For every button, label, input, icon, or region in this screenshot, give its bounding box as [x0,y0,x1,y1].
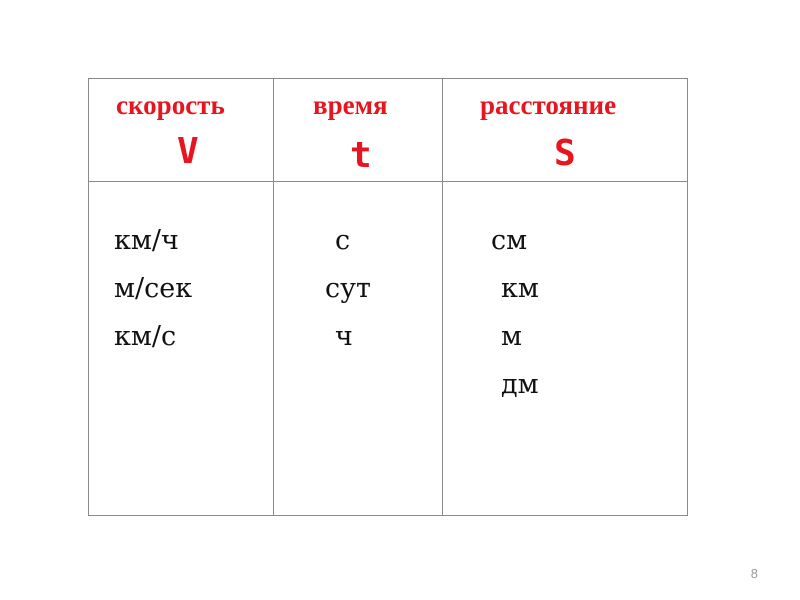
page-number: 8 [750,566,758,581]
distance-unit: дм [501,369,539,400]
time-unit: сут [325,273,371,304]
time-unit: с [335,225,351,256]
header-distance-symbol: S [554,133,576,174]
speed-unit: м/сек [114,273,193,304]
header-speed-label: скорость [116,90,225,120]
column-divider [273,79,274,515]
speed-unit: км/с [114,321,177,352]
time-unit: ч [335,321,353,352]
header-distance-label: расстояние [480,90,617,120]
distance-unit: км [501,273,539,304]
units-table [88,78,688,516]
distance-unit: м [501,321,523,352]
distance-unit: см [491,225,528,256]
header-time-label: время [313,90,388,120]
speed-unit: км/ч [114,225,179,256]
header-divider [89,181,687,182]
column-divider [442,79,443,515]
header-time-symbol: t [350,135,372,176]
header-speed-symbol: V [177,131,199,172]
